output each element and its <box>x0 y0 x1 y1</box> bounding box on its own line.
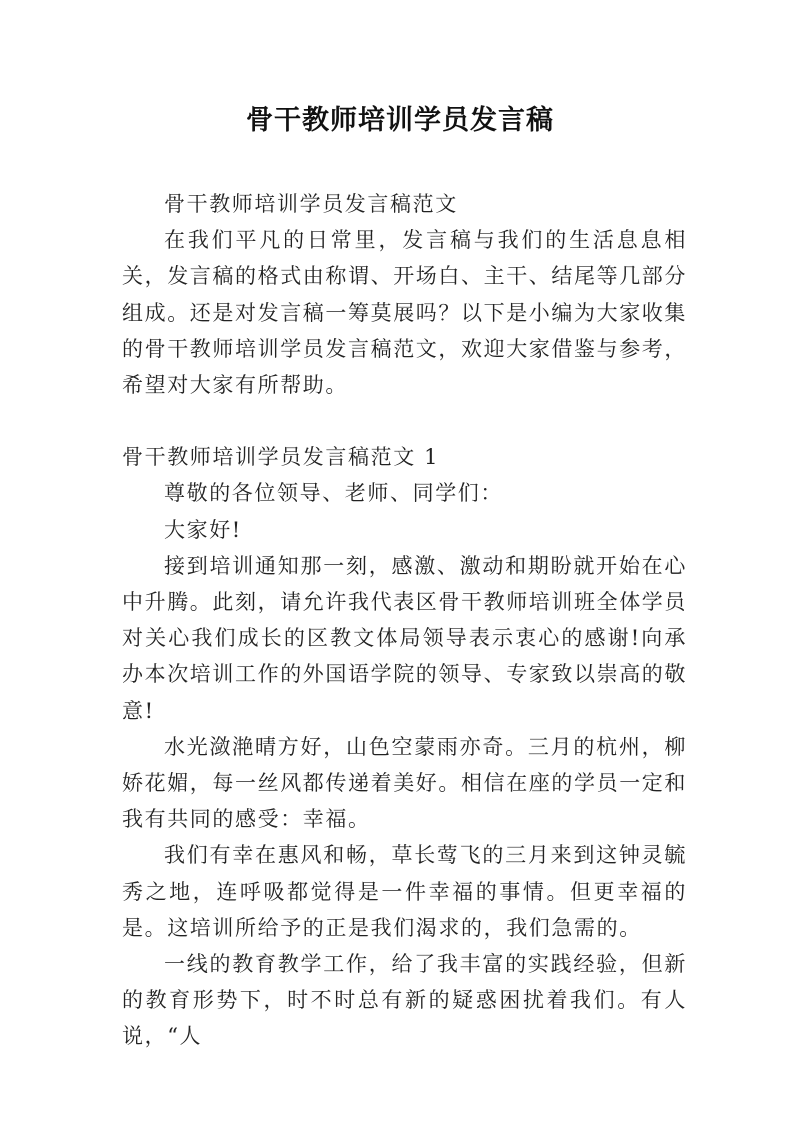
salutation: 尊敬的各位领导、老师、同学们： <box>164 481 503 506</box>
document-body <box>122 186 687 1055</box>
greeting: 大家好! <box>164 517 242 542</box>
body-paragraph: 接到培训通知那一刻，感激、激动和期盼就开始在心中升腾。此刻，请允许我代表区骨干教师培训班全体学员对关心我们成长的区教文体局领导表示衷心的感谢!向承办本次培训工作的外国语学院的领导、专家致以崇高的敬意! <box>122 553 687 723</box>
intro-paragraph: 在我们平凡的日常里，发言稿与我们的生活息息相关，发言稿的格式由称谓、开场白、主干、结尾等几部分组成。还是对发言稿一筹莫展吗？以下是小编为大家收集的骨干教师培训学员发言稿范文，欢迎大家借鉴与参考，希望对大家有所帮助。 <box>122 228 687 398</box>
intro-heading: 骨干教师培训学员发言稿范文 <box>164 192 458 216</box>
document-title: 骨干教师培训学员发言稿 <box>246 105 554 136</box>
section-heading: 骨干教师培训学员发言稿范文 1 <box>122 445 440 470</box>
body-paragraph: 水光潋滟晴方好，山色空蒙雨亦奇。三月的杭州，柳娇花媚，每一丝风都传递着美好。相信在座的学员一定和我有共同的感受：幸福。 <box>122 734 687 832</box>
body-paragraph: 我们有幸在惠风和畅，草长莺飞的三月来到这钟灵毓秀之地，连呼吸都觉得是一件幸福的事情。但更幸福的是。这培训所给予的正是我们渴求的，我们急需的。 <box>122 843 687 940</box>
body-paragraph: 一线的教育教学工作，给了我丰富的实践经验，但新的教育形势下，时不时总有新的疑惑困扰着我们。有人说，“人 <box>122 952 687 1049</box>
